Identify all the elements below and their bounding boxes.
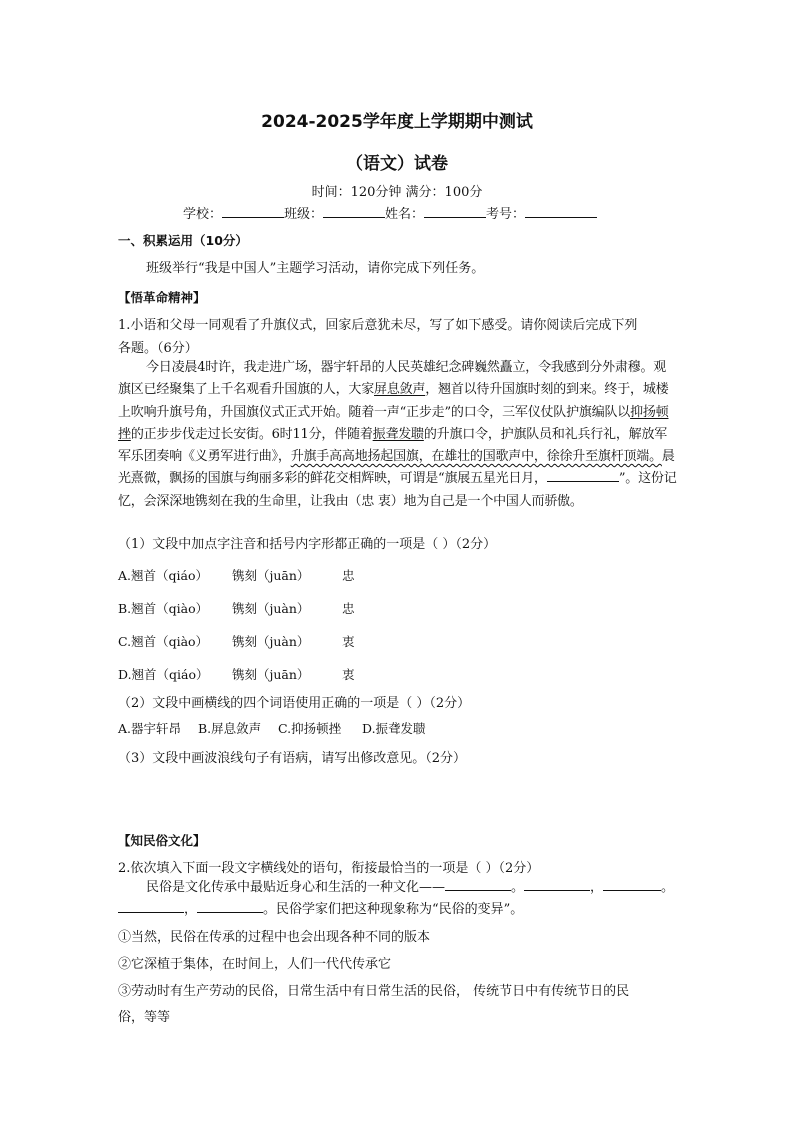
option-pinyin: 镌刻（juàn） (232, 634, 310, 649)
q2-item-1: ①当然，民俗在传承的过程中也会出现各种不同的版本 (118, 930, 431, 945)
q1-3-stem: （3）文段中画波浪线句子有语病，请写出修改意见。（2分） (118, 751, 467, 766)
underlined-term-1: 屏息敛声 (374, 382, 426, 398)
underlined-term-2: 抑扬顿挫 (118, 404, 669, 442)
q2-blank-4[interactable] (118, 899, 184, 913)
passage-text: 的升旗口令，护旗队员和礼兵行礼，解放军军乐团奏响《义勇军进行曲》， (118, 426, 668, 465)
q1-1-option-a[interactable] (118, 566, 355, 584)
wavy-sentence: 升旗手高高地扬起国旗，在雄壮的国歌声中，徐徐升至旗杆顶端。 (290, 449, 662, 465)
section-heading: 一、积累运用（10分） (118, 233, 248, 248)
q2-stem: 2.依次填入下面一段文字横线处的语句，衔接最恰当的一项是（ ）（2分） (118, 861, 540, 876)
option-char: 衷 (342, 667, 355, 682)
school-label: 学校： (183, 207, 223, 222)
q1-1-option-d[interactable] (118, 665, 355, 683)
q1-stem-line2: 各题。（6分） (118, 341, 198, 356)
q2-passage-text: 。民俗学家们把这种现象称为“民俗的变异”。 (263, 902, 524, 918)
passage-text: 今日凌晨4时许，我走进广场，器宇轩昂的人民英雄纪念碑巍然矗立，令我感到分外肃穆。观旗区已经聚集了上千名观看升国旗的人，大家 (118, 360, 667, 398)
name-label: 姓名： (385, 207, 425, 222)
part-heading-revolution: 【悟革命精神】 (118, 290, 206, 305)
name-blank[interactable] (424, 204, 486, 218)
q2-item-2: ②它深植于集体，在时间上，人们一代代传承它 (118, 957, 392, 972)
q1-1-option-b[interactable] (118, 599, 355, 617)
q1-1-stem: （1）文段中加点字注音和括号内字形都正确的一项是（ ）（2分） (118, 537, 497, 552)
option-label: A.翘首（qiáo） (118, 568, 208, 583)
q1-passage (118, 357, 678, 513)
option-pinyin: 镌刻（juàn） (232, 601, 310, 616)
q2-item-3-line2: 俗，等等 (118, 1010, 171, 1025)
class-blank[interactable] (323, 204, 385, 218)
q2-blank-5[interactable] (197, 899, 263, 913)
part-heading-folk: 【知民俗文化】 (118, 833, 206, 848)
q2-item-3-line1: ③劳动时有生产劳动的民俗，日常生活中有日常生活的民俗， 传统节日中有传统节日的民 (118, 984, 630, 999)
exam-no-blank[interactable] (525, 204, 597, 218)
option-char: 衷 (342, 634, 355, 649)
exam-no-label: 考号： (486, 207, 526, 222)
passage-text: 的正步步伐走过长安街。6时11分，伴随着 (130, 426, 373, 442)
info-fields (183, 203, 597, 222)
option-label: D.翘首（qiáo） (118, 667, 209, 682)
exam-title: 2024-2025学年度上学期期中测试 (261, 112, 533, 132)
q1-2-option-a[interactable]: A.器宇轩昂 (118, 721, 182, 736)
passage-text: ，翘首以待升国旗时刻的到来。终于，城楼上吹响升旗号角，升国旗仪式正式开始。随着一声“正步走”的口令，三军仪仗队护旗编队以 (118, 382, 669, 420)
exam-subtitle: （语文）试卷 (346, 154, 448, 174)
q2-blank-2[interactable] (524, 877, 590, 891)
q1-1-option-c[interactable] (118, 632, 355, 650)
passage-text: 晨光熹微，飘扬的国旗与绚丽多彩的鲜花交相辉映，可谓是“旗展五星光日月， (118, 449, 675, 487)
class-label: 班级： (284, 207, 324, 222)
q1-2-option-d[interactable]: D.振聋发聩 (362, 721, 426, 736)
option-pinyin: 镌刻（juān） (232, 568, 310, 583)
underlined-term-3: 振聋发聩 (372, 426, 424, 442)
q2-passage-text: 民俗是文化传承中最贴近身心和生活的一种文化—— (146, 880, 446, 895)
option-pinyin: 镌刻（juān） (232, 667, 310, 682)
passage-text: ”。这份记忆，会深深地镌刻在我的生命里，让我由（忠 衷）地为自己是一个中国人而骄傲。 (118, 471, 677, 509)
q1-2-stem: （2）文段中画横线的四个词语使用正确的一项是（ ）（2分） (118, 696, 471, 711)
school-blank[interactable] (222, 204, 284, 218)
q2-blank-3[interactable] (603, 877, 661, 891)
poem-blank[interactable] (547, 468, 619, 482)
q1-2-option-b[interactable]: B.屏息敛声 (198, 721, 262, 736)
q1-2-options (118, 719, 426, 737)
q1-2-option-c[interactable]: C.抑扬顿挫 (278, 721, 342, 736)
section-intro: 班级举行“我是中国人”主题学习活动，请你完成下列任务。 (146, 261, 485, 276)
time-info: 时间：120分钟 满分：100分 (311, 185, 483, 200)
option-label: B.翘首（qiào） (118, 601, 209, 616)
option-label: C.翘首（qiào） (118, 634, 209, 649)
option-char: 忠 (342, 568, 355, 583)
option-char: 忠 (342, 601, 355, 616)
q1-stem-line1: 1.小语和父母一同观看了升旗仪式，回家后意犹未尽，写了如下感受。请你阅读后完成下列 (118, 318, 638, 333)
q2-passage: 民俗是文化传承中最贴近身心和生活的一种文化—— 。 ， 。， 。民俗学家们把这种现象称为“民俗的变异”。 (118, 877, 678, 922)
q2-blank-1[interactable] (445, 877, 511, 891)
